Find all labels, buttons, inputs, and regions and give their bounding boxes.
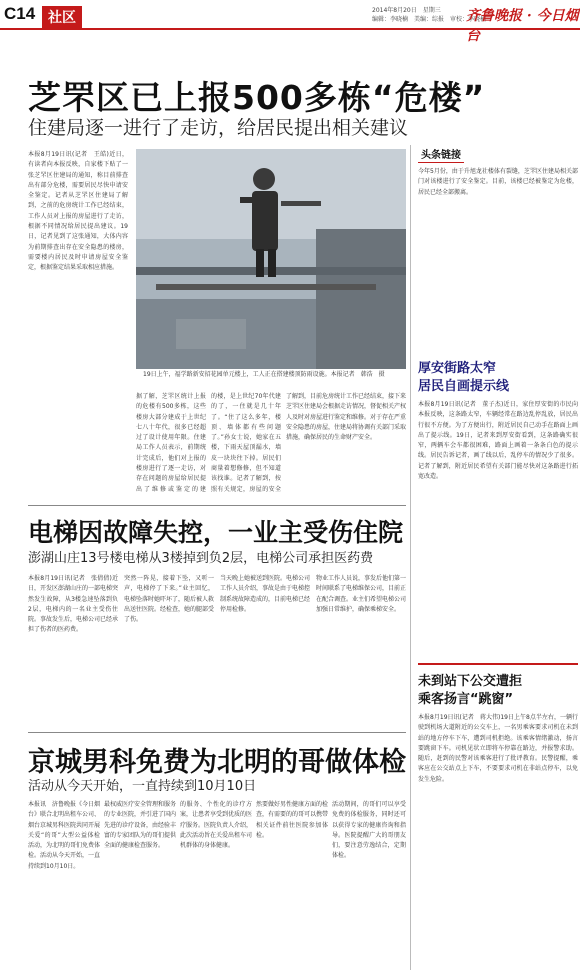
rooftop-workers-photo <box>136 149 406 369</box>
sidebar-item1-title2: 居民自画提示线 <box>418 379 510 394</box>
story1-headline: 芝罘区已上报500多栋“危楼” <box>28 78 486 117</box>
story3-subhead: 活动从今天开始，一直持续到10月10日 <box>28 779 257 794</box>
sidebar-intro: 今年5月份，由于升旭龙社楼体有裂缝，芝罘区住建局相关部门对该楼进行了安全鉴定。目前，该楼已经被鉴定为危楼，居民已经全部搬离。 <box>418 168 578 196</box>
story2-col4: 物业工作人员说，事发后他们第一时间联系了电梯维保公司，目前正在配合调查。业主们希望电梯公司加强日常维护，确保乘梯安全。 <box>316 575 406 613</box>
story1-photo-caption: 19日上午，福学路新安招花园单元楼上，工人正在搭建楼顶防雨设施。本报记者 韩浩 摄 <box>143 371 385 378</box>
story3-col2: 最权威医疗安全管理和服务的专业医院，并引进了国内先进的诊疗设备，由经验丰富的专家团队为的哥们提供全面的健康检查服务。 <box>104 801 176 850</box>
story2-headline: 电梯因故障失控，一业主受伤住院 <box>28 518 404 547</box>
section-badge: 社区 <box>42 6 82 28</box>
sidebar-rule <box>418 663 578 665</box>
issue-editors: 编辑：李晓楠 美编：综报 审校：李晓楠 <box>372 16 487 23</box>
story2-col3: 当天晚上她被送到医院。电梯公司工作人员介绍，事故是由于电梯控制系统故障造成的，目前电梯已经停用检修。 <box>220 575 310 613</box>
story1-col2: 据了解，芝罘区统计上报的危楼有500多栋，这些楼房大部分建成于上世纪七八十年代，很多已经超过了设计使用年限。住建局工作人员表示，前期统计完成后，他们对上报的楼房进行了逐一走访，对存在问题的房屋给居民提出了维修或鉴定的建 <box>136 393 206 493</box>
sidebar-tag: 头条链接 <box>418 145 464 163</box>
sidebar-item1-body: 本报8月19日讯(记者 董子杰)近日，家住厚安街的市民向本报反映，这条路太窄，车辆经常在路边乱停乱放，居民出行很不方便。为了方便出行，附近居民自己动手在路面上画出了提示线。19日，记者来到厚安街看到，这条路确实很窄，两辆车会车都很困难，路面上画着一条条白色的提示线。居民告诉记者，画了线以后，乱停车的情况少了很多。记者了解到，附近居民希望有关部门能尽快对这条路进行拓宽改造。 <box>418 401 578 481</box>
story1-col1: 本报8月19日讯(记者 王皓)近日，有读者向本报反映，自家楼下贴了一张芝罘区住建局的通知，称目前排查出有部分危楼，需要居民尽快申请安全鉴定。记者从芝罘区住建局了解到，之前的危房统计工作已经结束，工作人员对上报的房屋进行了走访，根据不同情况给居民提出建议。19日，记者见到了这张通知，大体内容为前期排查出存在安全隐患的楼房，需要楼内居民及时申请房屋安全鉴定，根据鉴定结果采取相应措施。 <box>28 151 128 272</box>
issue-date: 2014年8月20日 星期三 <box>372 7 441 14</box>
story2-top-rule <box>28 505 406 506</box>
sidebar <box>414 145 580 975</box>
newspaper-brand: 齐鲁晚报 · 今日烟台 <box>466 8 579 44</box>
sidebar-item1-title1: 厚安街路太窄 <box>418 361 497 376</box>
story2-col2: 突然一阵晃，接着下坠，又听一声，电梯停了下来。”业主回忆，电梯坠落时她吓坏了，随后被人救出送往医院。经检查，她的腿部受了伤。 <box>124 575 214 624</box>
sidebar-item2-title2: 乘客扬言“跳窗” <box>418 692 514 707</box>
story3-col1: 本报讯 济鲁晚报《今日烟台》联合北明出租车公司、烟台京城男科医院共同开展关爱“的哥”大型公益体检活动，为北明的哥们免费体检。活动从今天开始，一直持续到10月10日。 <box>28 801 100 870</box>
sidebar-item2-title1: 未到站下公交遭拒 <box>418 674 523 689</box>
story1-subhead: 住建局逐一进行了走访，给居民提出相关建议 <box>28 117 409 139</box>
sidebar-item2-body: 本报8月19日讯(记者 蒋大伟)19日上午8点半左右，一辆行驶到机场大道附近的公交车上，一名男乘客要求司机在未到站的地方停车下车，遭到司机拒绝。该乘客情绪激动，扬言要跳窗下车。司机见状立即将车停靠在路边，并报警求助。随后，赶到的民警对该乘客进行了批评教育。民警提醒，乘客应在公交站点上下车，不要要求司机在非站点停车，以免发生危险。 <box>418 714 578 783</box>
story3-col5: 活动期间，的哥们可以享受免费的体检服务，同时还可以获得专家的健康咨询和指导。医院提醒广大的哥朋友们，要注意劳逸结合，定期体检。 <box>332 801 406 860</box>
story2-col1: 本报8月19日讯(记者 张倩倩)近日，开发区澎湖山庄的一部电梯突然发生故障，从3楼急速坠落到负2层，电梯内的一名业主受伤住院。事故发生后，电梯公司已经承担了伤者的医药费。 <box>28 575 118 634</box>
story3-top-rule <box>28 732 406 733</box>
story1-photo <box>136 149 406 369</box>
sidebar-divider <box>410 145 411 970</box>
story1-col4: 了解到，目前危房统计工作已经结束，接下来芝罘区住建局会根据走访情况，督促相关产权人及时对房屋进行鉴定和维修。对于存在严重安全隐患的房屋，住建局将协调有关部门采取措施，确保居民的生命财产安全。 <box>286 393 406 442</box>
page-number: C14 <box>4 4 36 23</box>
story1-col3: 的楼，是上世纪70年代建的了，一住就是几十年了。“住了这么多年，楼顶、墙体都有些问题了。”孙女士说，她家在五楼，下雨天屋顶漏水，墙皮一块块往下掉。居民们商量着想修修，但不知道该找谁。记者了解到，按照有关规定，房屋的安全 <box>211 393 281 493</box>
masthead <box>0 0 580 44</box>
story3-col4: 然要做好男性健康方面的检查，有需要的的哥可以携带相关证件前往医院参加体检。 <box>256 801 328 839</box>
story3-col3: 的服务、个性化的诊疗方案，让患者享受到优质的医疗服务。医院负责人介绍，此次活动旨在关爱出租车司机群体的身体健康。 <box>180 801 252 850</box>
story3-headline: 京城男科免费为北明的哥做体检 <box>28 747 406 778</box>
story2-subhead: 澎湖山庄13号楼电梯从3楼掉到负2层，电梯公司承担医药费 <box>28 551 374 566</box>
